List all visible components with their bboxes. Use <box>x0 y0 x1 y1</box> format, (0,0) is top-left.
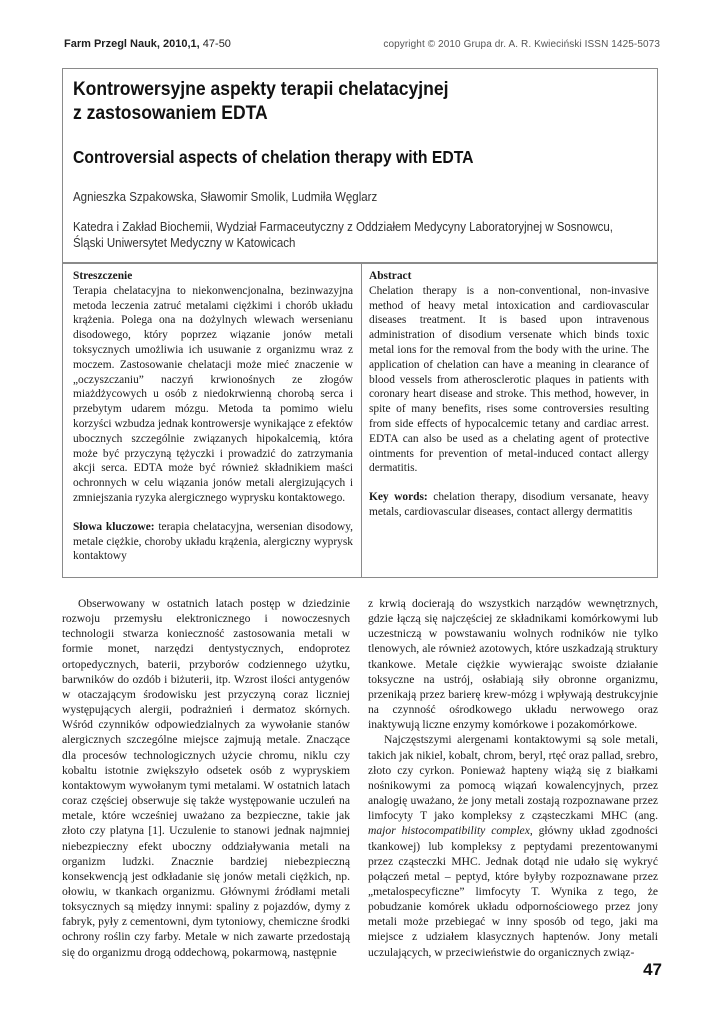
body-paragraph: z krwią docierają do wszystkich narządów wewnętrznych, gdzie łączą się najczęściej ze składnikami komórkowymi lub uczestniczą w powstawaniu wolnych rodników nie tylko tlenowych, ale również azotowych, które uszkadzają struktury tkankowe. Metale ciężkie wywierając swoiste działanie toksyczne na ustrój, osłabiają siły obronne organizmu, przenikają przez barierę krew-mózg i wpływają destrukcyjnie na czynność ośrodkowego układu nerwowego oraz inaktywują liczne enzymy komórkowe i pozakomórkowe. <box>368 597 658 732</box>
slowa-kluczowe <box>73 520 353 564</box>
affiliation-line-1: Katedra i Zakład Biochemii, Wydział Farmaceutyczny z Oddziałem Medycyny Laboratoryjnej w Sosnowcu, <box>73 220 613 234</box>
body-paragraph <box>368 732 658 959</box>
body-text: Najczęstszymi alergenami kontaktowymi są sole metali, takich jak nikiel, kobalt, chrom, beryl, rtęć oraz pallad, srebro, złoto czy cyrkon. Ponieważ hapteny wiążą się z białkami nośnikowymi za pomocą wiązań kowalencyjnych, przez analogię uważano, że jony metali zostają rozpoznawane przez limfocyty T jako kompleksy z cząsteczkami MHC (ang. <box>368 733 658 823</box>
copyright-notice: copyright © 2010 Grupa dr. A. R. Kwieciński ISSN 1425-5073 <box>383 39 660 50</box>
body-paragraph: Obserwowany w ostatnich latach postęp w dziedzinie rozwoju przemysłu elektronicznego i nowoczesnych technologii stwarza konieczność zastosowania metali w formie monet, narzędzi dentystycznych, endoprotez ortopedycznych, baterii, przyborów codziennego użytku, barwników do ozdób i biżuterii, itp. Wzrost ilości antygenów w otaczającym środowisku jest przyczyną coraz liczniej występujących alergii, podrażnień i dermatoz skórnych. Wśród czynników odpowiedzialnych za wywołanie stanów alergicznych szczególne miejsce zajmują metale. Znaczące dla procesów technologicznych użycie chromu, niklu czy kobaltu istotnie zwiększyło odsetek osób z wypryskiem kontaktowym wywołanym tymi metalami. W ostatnich latach coraz częściej obserwuje się także występowanie uczuleń na metale, które wcześniej uważano za bezpieczne, takie jak złoto czy platyna [1]. Uczulenie to stanowi jednak najmniej niebezpieczny efekt uboczny oddziaływania metali na organizm ludzki. Znacznie bardziej niebezpieczną konsekwencją jest odkładanie się jonów metali ciężkich, np. ołowiu, w tkankach organizmu. Głównymi źródłami metali toksycznych są między innymi: spaliny z pojazdów, dymy z fabryk, pyły z cementowni, dym tytoniowy, chemiczne środki ochrony roślin czy farby. Metale w nich zawarte przedostają się do organizmu drogą oddechową, pokarmową, następnie <box>62 597 350 959</box>
abstract-divider <box>361 263 362 577</box>
journal-name: Farm Przegl Nauk, 2010,1, <box>64 38 200 50</box>
english-title: Controversial aspects of chelation therapy with EDTA <box>73 147 474 167</box>
affiliation <box>73 219 634 251</box>
abstract-section <box>369 269 649 520</box>
page-number: 47 <box>643 960 662 979</box>
streszczenie-heading: Streszczenie <box>73 270 133 282</box>
body-column-right <box>368 596 658 960</box>
journal-citation <box>64 38 231 50</box>
streszczenie-text: Terapia chelatacyjna to niekonwencjonalna, bezinwazyjna metoda leczenia zatruć metalami ciężkimi i chorób układu krążenia. Polega ona na dożylnych wlewach wersenianu disodowego, który poprzez wiązanie jonów metali toksycznych umożliwia ich usuwanie z organizmu wraz z moczem. Zastosowanie chelatacji może mieć znaczenie w „oczyszczaniu” naczyń krwionośnych ze złogów miażdżycowych u osób z niedokrwienną chorobą serca i przebytym udarem mózgu. Metoda ta pomimo wielu korzyści wzbudza jednak kontrowersje wynikające z efektów ubocznych szczególnie związanych hipokalcemią, która może być przyczyną tężyczki i prowadzić do zatrzymania akcji serca. EDTA może być również składnikiem maści ochronnych w celu wiązania jonów metali alergizujących i zmniejszania ryzyka alergicznego wyprysku kontaktowego. <box>73 284 353 504</box>
running-head <box>64 38 660 50</box>
streszczenie-section <box>73 269 353 564</box>
page-range: 47-50 <box>199 38 231 50</box>
body-italic-term: major histocompatibility complex <box>368 824 530 838</box>
body-text: , główny układ zgodności tkankowej) lub kompleksy z peptydami prezentowanymi przez cząsteczki MHC. Jednak dotąd nie udało się wykryć połączeń metal – peptyd, które byłyby rozpoznawane przez „metalospecyficzne” limfocyty T. Wynika z tego, że pobudzanie komórek układu odpornościowego przez jony metali może przebiegać w inny sposób od tego, jaki ma miejsce z udziałem klasycznych haptenów. Jony metali uczulających, w przeciwieństwie do organicznych związ- <box>368 824 658 959</box>
abstract-box <box>62 262 658 578</box>
abstract-text: Chelation therapy is a non-conventional, non-invasive method of heavy metal intoxication and cardiovascular diseases treatment. It is based upon intravenous administration of disodium versenate which binds toxic metal ions for the removal from the body with the urine. The application of chelation can have a meaning in clearance of blood vessels from atherosclerotic plaques in patients with coronary heart disease and stroke. This method, however, in spite of many benefits, rises some controversies resulting from side effects of hypocalcemic tetany and cardiac arrest. EDTA can also be used as a chelating agent of protective ointments for prevention of metal-induced contact allergy dermatitis. <box>369 284 649 475</box>
slowa-kluczowe-text: terapia chelatacyjna, wersenian disodowy, metale ciężkie, choroby układu krążenia, alergiczny wyprysk kontaktowy <box>73 520 353 563</box>
key-words-label: Key words: <box>369 491 428 504</box>
key-words <box>369 490 649 520</box>
affiliation-line-2: Śląski Uniwersytet Medyczny w Katowicach <box>73 236 296 250</box>
authors: Agnieszka Szpakowska, Sławomir Smolik, Ludmiła Węglarz <box>73 190 378 204</box>
title-box <box>62 68 658 264</box>
polish-title-line-1: Kontrowersyjne aspekty terapii chelatacyjnej <box>73 78 449 100</box>
slowa-kluczowe-label: Słowa kluczowe: <box>73 520 155 533</box>
body-column-left <box>62 596 350 960</box>
abstract-heading: Abstract <box>369 270 412 282</box>
polish-title-line-2: z zastosowaniem EDTA <box>73 102 268 124</box>
polish-title <box>73 77 649 125</box>
key-words-text: chelation therapy, disodium versanate, heavy metals, cardiovascular diseases, contact allergy dermatitis <box>369 491 649 518</box>
